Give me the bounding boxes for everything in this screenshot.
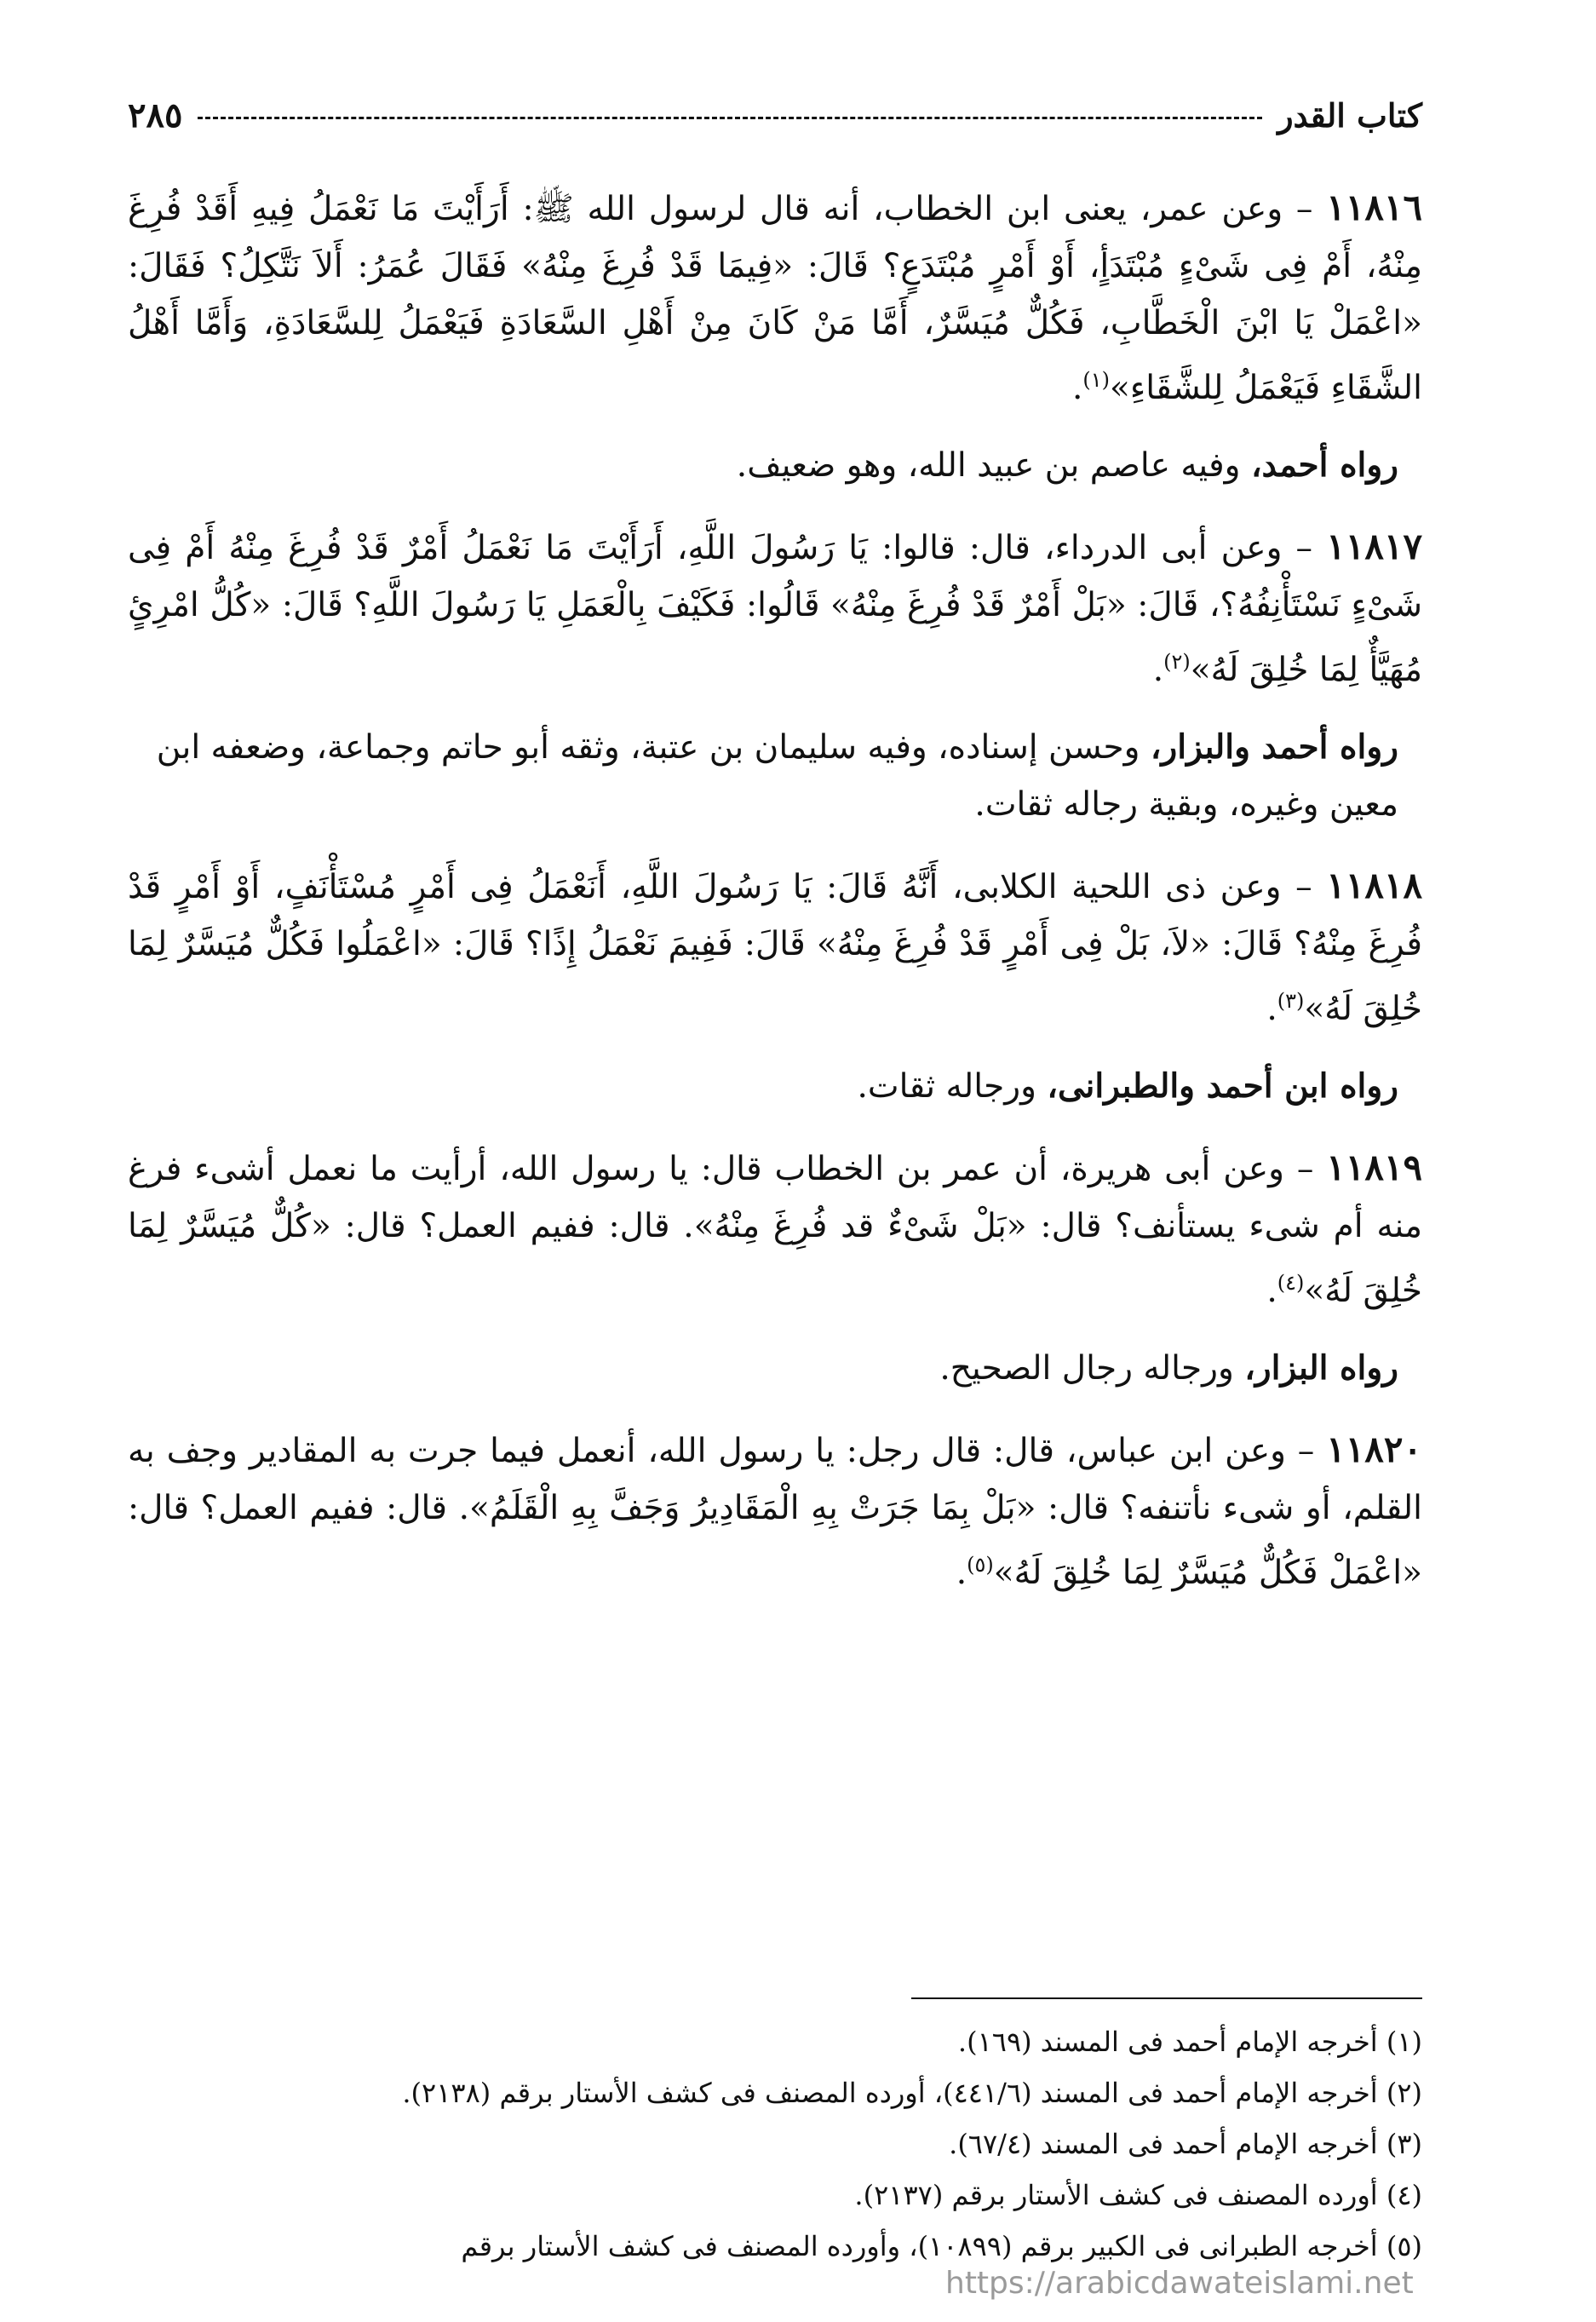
narration-text: وفيه عاصم بن عبيد الله، وهو ضعيف. xyxy=(736,446,1241,485)
footnote-item: (١) أخرجه الإمام أحمد فى المسند (١٦٩). xyxy=(957,2026,1422,2058)
chapter-title: كتاب القدر xyxy=(1277,95,1422,135)
footnote-item: (٣) أخرجه الإمام أحمد فى المسند (٦٧/٤). xyxy=(949,2128,1422,2160)
footnotes xyxy=(128,2016,1422,2272)
hadith-paragraph xyxy=(128,179,1422,417)
footnote-ref: (٤) xyxy=(1277,1271,1305,1295)
page-header xyxy=(128,81,1422,149)
footnote-item: (٥) أخرجه الطبرانى فى الكبير برقم (١٠٨٩٩)، وأورده المصنف فى كشف الأستار برقم xyxy=(461,2230,1422,2262)
hadith-text: قال رجل: يا رسول الله، أنعمل فيما جرت به المقادير وجف به القلم، أو شىء نأتنفه؟ قال: «بَلْ بِمَا جَرَتْ بِهِ الْمَقَادِيرُ وَجَفَّ بِهِ الْقَلَمُ». قال: ففيم العمل؟ قال: «اعْمَلْ فَكُلٌّ مُيَسَّرٌ لِمَا خُلِقَ لَهُ» xyxy=(128,1432,1422,1592)
footnote-item: (٤) أورده المصنف فى كشف الأستار برقم (٢١٣٧). xyxy=(854,2179,1422,2211)
hadith-text: يا رسول الله، أرأيت ما نعمل أشىء فرغ منه أم شىء يستأنف؟ قال: «بَلْ شَىْءٌ قد فُرِغَ مِنْهُ». قال: ففيم العمل؟ قال: «كُلٌّ مُيَسَّرٌ لِمَا خُلِقَ لَهُ» xyxy=(128,1150,1422,1310)
full-stop: . xyxy=(956,1554,967,1592)
narration-note xyxy=(128,437,1422,494)
footnote-separator xyxy=(911,1997,1422,1999)
footnote-ref: (٥) xyxy=(967,1553,994,1577)
page-body xyxy=(128,179,1422,1622)
hadith-text: يَا رَسُولَ اللَّهِ، أَنَعْمَلُ فِى أَمْرٍ مُسْتَأْنَفٍ، أَوْ أَمْرٍ قَدْ فُرِغَ مِنْهُ؟ قَالَ: «لاَ، بَلْ فِى أَمْرٍ قَدْ فُرِغَ مِنْهُ» قَالَ: فَفِيمَ نَعْمَلُ إِذًا؟ قَالَ: «اعْمَلُوا فَكُلٌّ مُيَسَّرٌ لِمَا خُلِقَ لَهُ» xyxy=(128,868,1422,1028)
hadith-paragraph xyxy=(128,857,1422,1037)
hadith-intro: – وعن أبى هريرة، أن عمر بن الخطاب قال: xyxy=(700,1150,1314,1188)
narration-source: رواه ابن أحمد والطبرانى، xyxy=(1047,1066,1398,1106)
hadith-intro: – وعن عمر، يعنى ابن الخطاب، أنه قال لرسول الله ﷺ: xyxy=(522,190,1313,228)
narration-text: وحسن إسناده، وفيه سليمان بن عتبة، وثقه أبو حاتم وجماعة، وضعفه ابن معين وغيره، وبقية رجاله ثقات. xyxy=(156,728,1398,824)
page-number: ٢٨٥ xyxy=(128,95,183,135)
header-dashed-rule xyxy=(198,117,1262,119)
full-stop: . xyxy=(1266,990,1277,1028)
hadith-paragraph xyxy=(128,1421,1422,1601)
hadith-number: ١١٨١٩ xyxy=(1326,1147,1422,1188)
narration-note xyxy=(128,1340,1422,1397)
hadith-intro: – وعن ذى اللحية الكلابى، أَنَّهُ قَالَ: xyxy=(826,868,1312,906)
hadith-intro: – وعن ابن عباس، قال: xyxy=(993,1432,1315,1470)
hadith-text: أَرَأَيْتَ مَا نَعْمَلُ فِيهِ أَقَدْ فُرِغَ مِنْهُ، أَمْ فِى شَىْءٍ مُبْتَدَأٍ، أَوْ أَمْرٍ مُبْتَدَعٍ؟ قَالَ: «فِيمَا قَدْ فُرِغَ مِنْهُ» فَقَالَ عُمَرُ: أَلاَ نَتَّكِلُ؟ فَقَالَ: «اعْمَلْ يَا ابْنَ الْخَطَّابِ، فَكُلٌّ مُيَسَّرٌ، أَمَّا مَنْ كَانَ مِنْ أَهْلِ السَّعَادَةِ فَيَعْمَلُ لِلسَّعَادَةِ، وَأَمَّا أَهْلُ الشَّقَاءِ فَيَعْمَلُ لِلشَّقَاءِ» xyxy=(128,190,1422,407)
full-stop: . xyxy=(1266,1272,1277,1310)
footnote-ref: (٢) xyxy=(1163,650,1191,674)
book-page xyxy=(128,81,1422,2296)
narration-source: رواه أحمد والبزار، xyxy=(1150,727,1398,767)
footnote-ref: (١) xyxy=(1082,368,1111,392)
hadith-number: ١١٨١٦ xyxy=(1326,187,1422,228)
hadith-number: ١١٨٢٠ xyxy=(1326,1428,1422,1470)
hadith-paragraph xyxy=(128,518,1422,698)
narration-text: ورجاله ثقات. xyxy=(857,1067,1036,1106)
narration-source: رواه أحمد، xyxy=(1250,445,1398,485)
hadith-number: ١١٨١٨ xyxy=(1326,865,1422,906)
narration-note xyxy=(128,719,1422,833)
hadith-paragraph xyxy=(128,1139,1422,1319)
full-stop: . xyxy=(1152,651,1164,689)
narration-source: رواه البزار، xyxy=(1244,1348,1398,1388)
hadith-intro: – وعن أبى الدرداء، قال: xyxy=(968,529,1313,567)
narration-note xyxy=(128,1058,1422,1115)
narration-text: ورجاله رجال الصحيح. xyxy=(939,1349,1234,1388)
footnote-item: (٢) أخرجه الإمام أحمد فى المسند (٤٤١/٦)، أورده المصنف فى كشف الأستار برقم (٢١٣٨). xyxy=(402,2077,1422,2109)
watermark-url: https://arabicdawateislami.net xyxy=(945,2266,1414,2301)
hadith-text: قالوا: يَا رَسُولَ اللَّهِ، أَرَأَيْتَ مَا نَعْمَلُ أَمْرٌ قَدْ فُرِغَ مِنْهُ أَمْ فِى شَىْءٍ نَسْتَأْنِفُهُ؟، قَالَ: «بَلْ أَمْرٌ قَدْ فُرِغَ مِنْهُ» قَالُوا: فَكَيْفَ بِالْعَمَلِ يَا رَسُولَ اللَّهِ؟ قَالَ: «كُلُّ امْرِئٍ مُهَيَّأٌ لِمَا خُلِقَ لَهُ» xyxy=(128,529,1422,689)
hadith-number: ١١٨١٧ xyxy=(1326,526,1422,567)
full-stop: . xyxy=(1071,369,1083,407)
footnote-ref: (٣) xyxy=(1277,989,1305,1013)
